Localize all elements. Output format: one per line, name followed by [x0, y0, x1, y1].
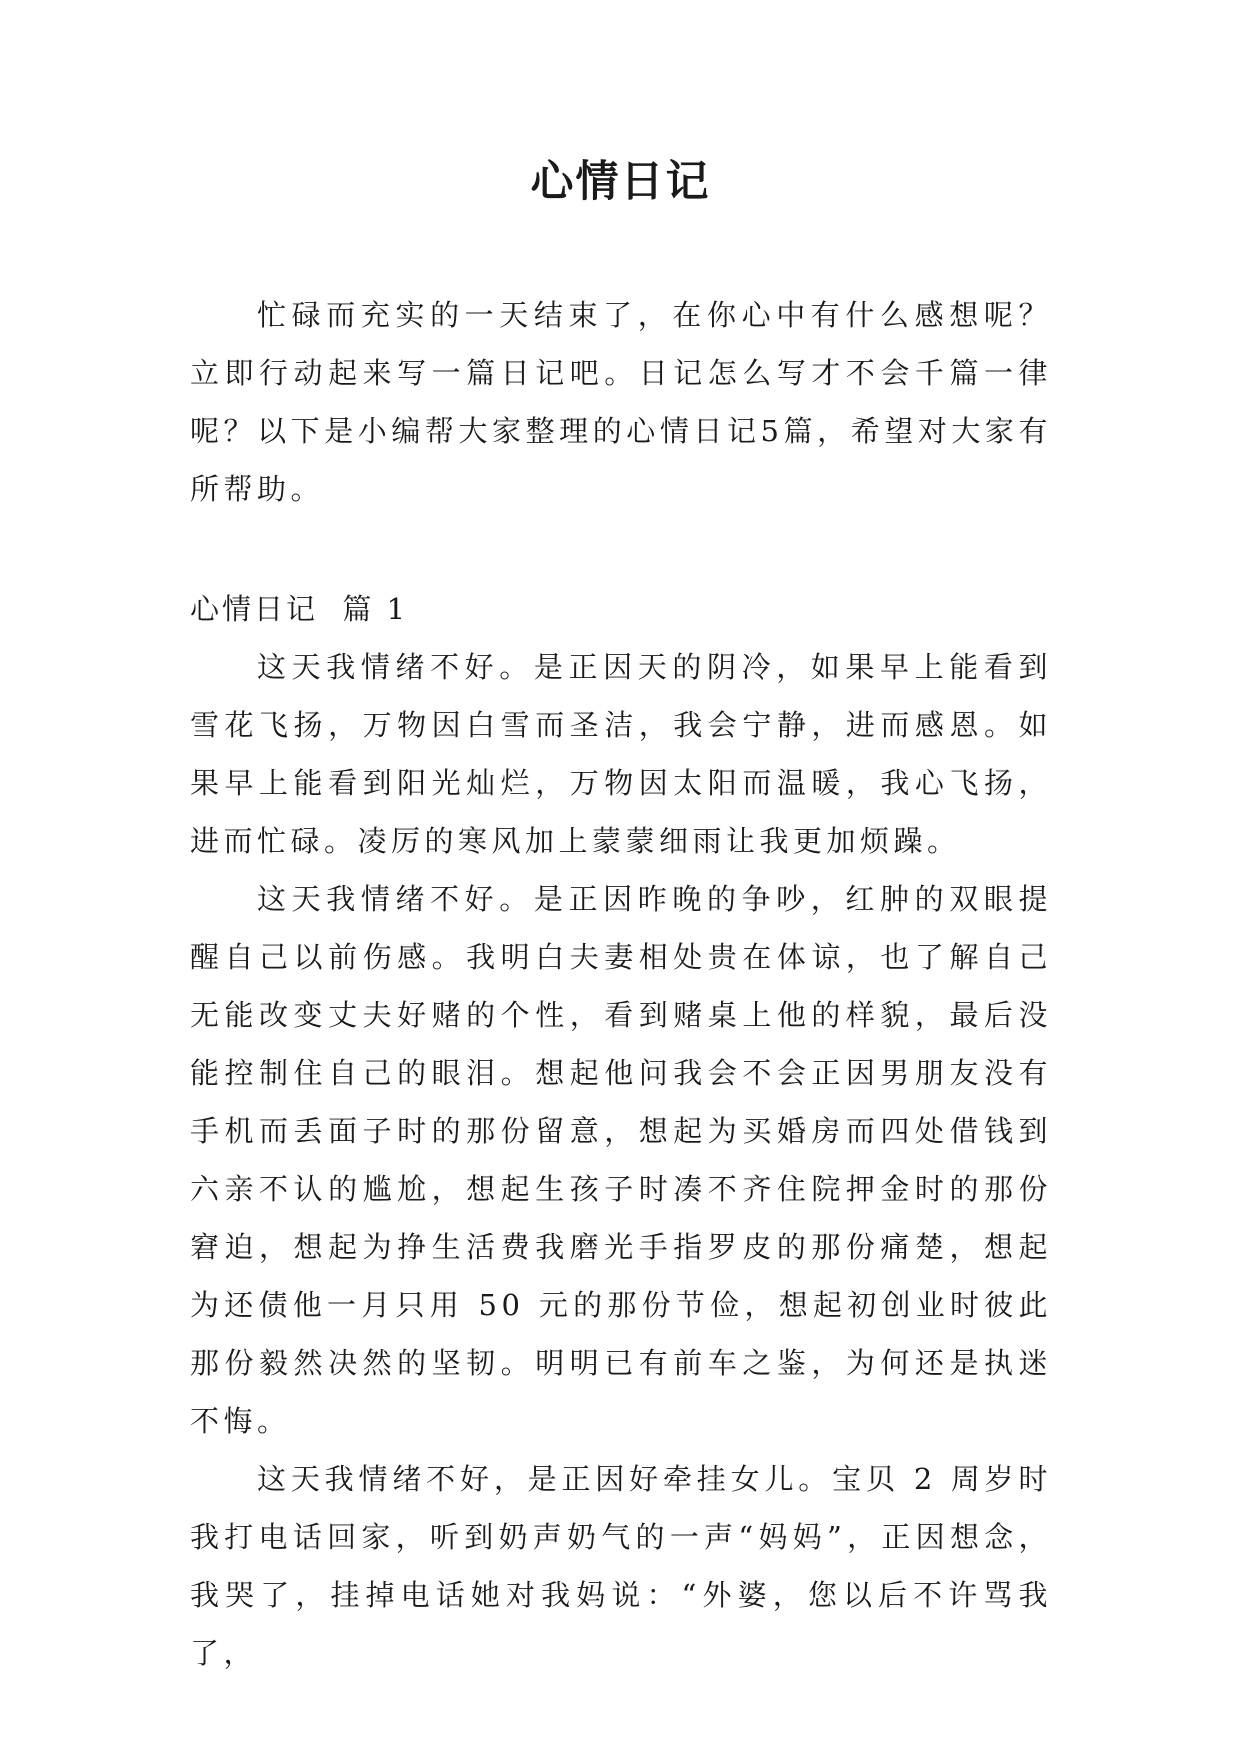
intro-text [190, 286, 1052, 518]
paragraph: 这天我情绪不好。是正因昨晚的争吵，红肿的双眼提醒自己以前伤感。我明白夫妻相处贵在体谅，也了解自己无能改变丈夫好赌的个性，看到赌桌上他的样貌，最后没能控制住自己的眼泪。想起他问我会不会正因男朋友没有手机而丢面子时的那份留意，想起为买婚房而四处借钱到六亲不认的尴尬，想起生孩子时凑不齐住院押金时的那份窘迫，想起为挣生活费我磨光手指罗皮的那份痛楚，想起为还债他一月只用 50 元的那份节俭，想起初创业时彼此那份毅然决然的坚韧。明明已有前车之鉴，为何还是执迷不悔。 [190, 882, 1052, 1438]
section-body [190, 638, 1052, 1682]
document-title: 心情日记 [530, 157, 711, 207]
paragraph: 这天我情绪不好，是正因好牵挂女儿。宝贝 2 周岁时我打电话回家，听到奶声奶气的一声“妈妈”，正因想念，我哭了，挂掉电话她对我妈说：“外婆，您以后不许骂我了， [190, 1462, 1052, 1670]
intro-paragraph: 忙碌而充实的一天结束了，在你心中有什么感想呢？立即行动起来写一篇日记吧。日记怎么写才不会千篇一律呢？以下是小编帮大家整理的心情日记5篇，希望对大家有所帮助。 [190, 298, 1052, 506]
paragraph: 这天我情绪不好。是正因天的阴冷，如果早上能看到雪花飞扬，万物因白雪而圣洁，我会宁静，进而感恩。如果早上能看到阳光灿烂，万物因太阳而温暖，我心飞扬，进而忙碌。凌厉的寒风加上蒙蒙细雨让我更加烦躁。 [190, 650, 1052, 858]
section-heading: 心情日记 篇 1 [190, 592, 409, 626]
